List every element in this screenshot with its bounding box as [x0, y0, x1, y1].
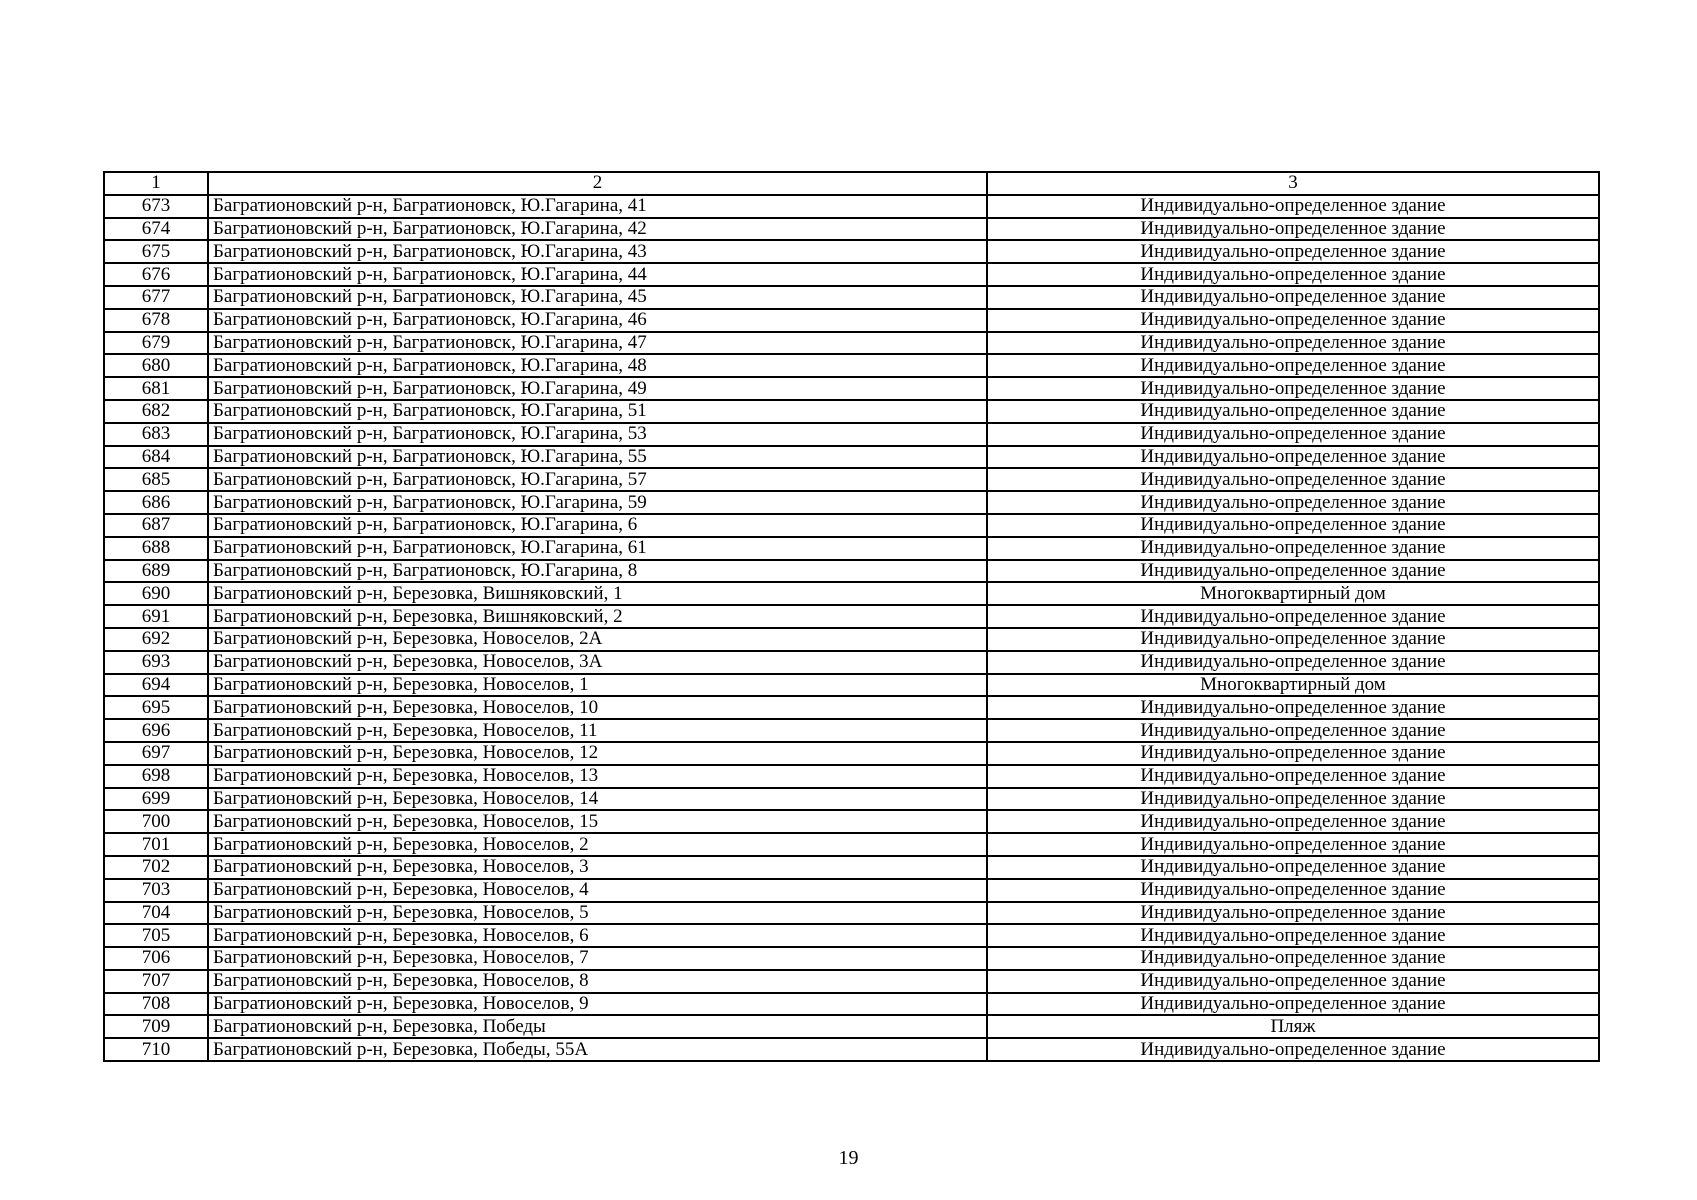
table-row: [104, 947, 1599, 970]
row-number: 695: [104, 696, 208, 719]
row-address: Багратионовский р-н, Березовка, Новоселов, 10: [208, 696, 987, 719]
row-address: Багратионовский р-н, Березовка, Новоселов, 12: [208, 742, 987, 765]
row-address: Багратионовский р-н, Березовка, Новоселов, 15: [208, 810, 987, 833]
table-row: [104, 628, 1599, 651]
row-object-type: Индивидуально-определенное здание: [987, 651, 1599, 674]
row-address: Багратионовский р-н, Березовка, Новоселов, 2А: [208, 628, 987, 651]
row-number: 694: [104, 674, 208, 697]
table-row: [104, 377, 1599, 400]
row-address: Багратионовский р-н, Багратионовск, Ю.Гагарина, 51: [208, 400, 987, 423]
row-object-type: Индивидуально-определенное здание: [987, 309, 1599, 332]
row-number: 684: [104, 446, 208, 469]
table-row: [104, 674, 1599, 697]
row-address: Багратионовский р-н, Багратионовск, Ю.Гагарина, 59: [208, 491, 987, 514]
table-row: [104, 560, 1599, 583]
row-object-type: Индивидуально-определенное здание: [987, 788, 1599, 811]
table-row: [104, 582, 1599, 605]
row-address: Багратионовский р-н, Березовка, Победы: [208, 1015, 987, 1038]
row-object-type: Индивидуально-определенное здание: [987, 993, 1599, 1016]
row-address: Багратионовский р-н, Березовка, Новоселов, 9: [208, 993, 987, 1016]
row-number: 685: [104, 468, 208, 491]
table-row: [104, 924, 1599, 947]
row-address: Багратионовский р-н, Багратионовск, Ю.Гагарина, 8: [208, 560, 987, 583]
row-number: 705: [104, 924, 208, 947]
table-header-row: [104, 172, 1599, 195]
row-number: 697: [104, 742, 208, 765]
table-row: [104, 970, 1599, 993]
row-object-type: Индивидуально-определенное здание: [987, 240, 1599, 263]
row-number: 696: [104, 719, 208, 742]
row-number: 699: [104, 788, 208, 811]
row-object-type: Индивидуально-определенное здание: [987, 354, 1599, 377]
row-number: 701: [104, 833, 208, 856]
row-number: 688: [104, 537, 208, 560]
row-number: 675: [104, 240, 208, 263]
row-address: Багратионовский р-н, Багратионовск, Ю.Гагарина, 53: [208, 423, 987, 446]
table-row: [104, 309, 1599, 332]
row-number: 686: [104, 491, 208, 514]
table-row: [104, 879, 1599, 902]
row-address: Багратионовский р-н, Багратионовск, Ю.Гагарина, 48: [208, 354, 987, 377]
table-row: [104, 423, 1599, 446]
row-address: Багратионовский р-н, Багратионовск, Ю.Гагарина, 46: [208, 309, 987, 332]
row-number: 702: [104, 856, 208, 879]
row-number: 682: [104, 400, 208, 423]
row-number: 689: [104, 560, 208, 583]
page-number: 19: [838, 1147, 859, 1169]
row-number: 700: [104, 810, 208, 833]
row-address: Багратионовский р-н, Багратионовск, Ю.Гагарина, 43: [208, 240, 987, 263]
row-address: Багратионовский р-н, Багратионовск, Ю.Гагарина, 61: [208, 537, 987, 560]
table-row: [104, 263, 1599, 286]
table-row: [104, 218, 1599, 241]
table-row: [104, 993, 1599, 1016]
row-address: Багратионовский р-н, Багратионовск, Ю.Гагарина, 49: [208, 377, 987, 400]
row-number: 703: [104, 879, 208, 902]
row-address: Багратионовский р-н, Березовка, Новоселов, 13: [208, 765, 987, 788]
table-row: [104, 605, 1599, 628]
table-row: [104, 788, 1599, 811]
row-address: Багратионовский р-н, Березовка, Вишняковский, 1: [208, 582, 987, 605]
row-address: Багратионовский р-н, Березовка, Победы, 55А: [208, 1038, 987, 1061]
row-address: Багратионовский р-н, Багратионовск, Ю.Гагарина, 42: [208, 218, 987, 241]
row-number: 673: [104, 195, 208, 218]
row-address: Багратионовский р-н, Березовка, Новоселов, 5: [208, 902, 987, 925]
row-object-type: Индивидуально-определенное здание: [987, 719, 1599, 742]
table-row: [104, 286, 1599, 309]
row-object-type: Индивидуально-определенное здание: [987, 879, 1599, 902]
row-object-type: Индивидуально-определенное здание: [987, 833, 1599, 856]
row-address: Багратионовский р-н, Багратионовск, Ю.Гагарина, 55: [208, 446, 987, 469]
data-table: [103, 171, 1600, 1062]
row-number: 676: [104, 263, 208, 286]
row-address: Багратионовский р-н, Багратионовск, Ю.Гагарина, 6: [208, 514, 987, 537]
row-address: Багратионовский р-н, Березовка, Новоселов, 3А: [208, 651, 987, 674]
row-object-type: Индивидуально-определенное здание: [987, 332, 1599, 355]
table-row: [104, 514, 1599, 537]
header-col-1: 1: [104, 172, 208, 195]
row-object-type: Индивидуально-определенное здание: [987, 400, 1599, 423]
row-number: 679: [104, 332, 208, 355]
row-address: Багратионовский р-н, Березовка, Новоселов, 8: [208, 970, 987, 993]
row-object-type: Индивидуально-определенное здание: [987, 742, 1599, 765]
row-object-type: Индивидуально-определенное здание: [987, 1038, 1599, 1061]
row-object-type: Индивидуально-определенное здание: [987, 423, 1599, 446]
row-object-type: Индивидуально-определенное здание: [987, 970, 1599, 993]
table-row: [104, 240, 1599, 263]
table-row: [104, 742, 1599, 765]
row-object-type: Индивидуально-определенное здание: [987, 856, 1599, 879]
table-row: [104, 400, 1599, 423]
row-object-type: Индивидуально-определенное здание: [987, 537, 1599, 560]
table-row: [104, 833, 1599, 856]
header-col-2: 2: [208, 172, 987, 195]
row-object-type: Индивидуально-определенное здание: [987, 810, 1599, 833]
row-object-type: Индивидуально-определенное здание: [987, 446, 1599, 469]
row-number: 692: [104, 628, 208, 651]
row-address: Багратионовский р-н, Березовка, Новоселов, 3: [208, 856, 987, 879]
row-number: 706: [104, 947, 208, 970]
row-object-type: Многоквартирный дом: [987, 582, 1599, 605]
row-address: Багратионовский р-н, Багратионовск, Ю.Гагарина, 47: [208, 332, 987, 355]
row-object-type: Многоквартирный дом: [987, 674, 1599, 697]
row-number: 681: [104, 377, 208, 400]
row-object-type: Пляж: [987, 1015, 1599, 1038]
row-address: Багратионовский р-н, Багратионовск, Ю.Гагарина, 41: [208, 195, 987, 218]
row-address: Багратионовский р-н, Березовка, Вишняковский, 2: [208, 605, 987, 628]
row-address: Багратионовский р-н, Багратионовск, Ю.Гагарина, 57: [208, 468, 987, 491]
row-number: 693: [104, 651, 208, 674]
table-row: [104, 765, 1599, 788]
row-object-type: Индивидуально-определенное здание: [987, 263, 1599, 286]
row-number: 680: [104, 354, 208, 377]
row-address: Багратионовский р-н, Березовка, Новоселов, 7: [208, 947, 987, 970]
table-row: [104, 537, 1599, 560]
table-row: [104, 719, 1599, 742]
row-object-type: Индивидуально-определенное здание: [987, 605, 1599, 628]
row-address: Багратионовский р-н, Березовка, Новоселов, 1: [208, 674, 987, 697]
row-object-type: Индивидуально-определенное здание: [987, 468, 1599, 491]
table-row: [104, 195, 1599, 218]
row-number: 708: [104, 993, 208, 1016]
row-address: Багратионовский р-н, Березовка, Новоселов, 2: [208, 833, 987, 856]
table-row: [104, 332, 1599, 355]
row-address: Багратионовский р-н, Багратионовск, Ю.Гагарина, 44: [208, 263, 987, 286]
row-address: Багратионовский р-н, Березовка, Новоселов, 4: [208, 879, 987, 902]
row-object-type: Индивидуально-определенное здание: [987, 560, 1599, 583]
row-number: 698: [104, 765, 208, 788]
row-object-type: Индивидуально-определенное здание: [987, 628, 1599, 651]
row-number: 710: [104, 1038, 208, 1061]
row-object-type: Индивидуально-определенное здание: [987, 377, 1599, 400]
header-col-3: 3: [987, 172, 1599, 195]
table-row: [104, 810, 1599, 833]
row-object-type: Индивидуально-определенное здание: [987, 696, 1599, 719]
row-number: 678: [104, 309, 208, 332]
table-row: [104, 446, 1599, 469]
row-object-type: Индивидуально-определенное здание: [987, 195, 1599, 218]
row-object-type: Индивидуально-определенное здание: [987, 218, 1599, 241]
row-number: 704: [104, 902, 208, 925]
table-row: [104, 902, 1599, 925]
table-row: [104, 468, 1599, 491]
row-number: 707: [104, 970, 208, 993]
row-address: Багратионовский р-н, Березовка, Новоселов, 11: [208, 719, 987, 742]
row-address: Багратионовский р-н, Березовка, Новоселов, 6: [208, 924, 987, 947]
row-address: Багратионовский р-н, Березовка, Новоселов, 14: [208, 788, 987, 811]
row-number: 690: [104, 582, 208, 605]
table-row: [104, 354, 1599, 377]
row-object-type: Индивидуально-определенное здание: [987, 286, 1599, 309]
row-object-type: Индивидуально-определенное здание: [987, 765, 1599, 788]
row-number: 709: [104, 1015, 208, 1038]
row-object-type: Индивидуально-определенное здание: [987, 514, 1599, 537]
table-row: [104, 696, 1599, 719]
table-row: [104, 1038, 1599, 1061]
table-row: [104, 856, 1599, 879]
row-number: 677: [104, 286, 208, 309]
row-number: 674: [104, 218, 208, 241]
row-object-type: Индивидуально-определенное здание: [987, 902, 1599, 925]
row-number: 683: [104, 423, 208, 446]
row-object-type: Индивидуально-определенное здание: [987, 924, 1599, 947]
row-number: 691: [104, 605, 208, 628]
row-object-type: Индивидуально-определенное здание: [987, 947, 1599, 970]
row-address: Багратионовский р-н, Багратионовск, Ю.Гагарина, 45: [208, 286, 987, 309]
table-row: [104, 491, 1599, 514]
row-object-type: Индивидуально-определенное здание: [987, 491, 1599, 514]
table-row: [104, 1015, 1599, 1038]
row-number: 687: [104, 514, 208, 537]
table-row: [104, 651, 1599, 674]
